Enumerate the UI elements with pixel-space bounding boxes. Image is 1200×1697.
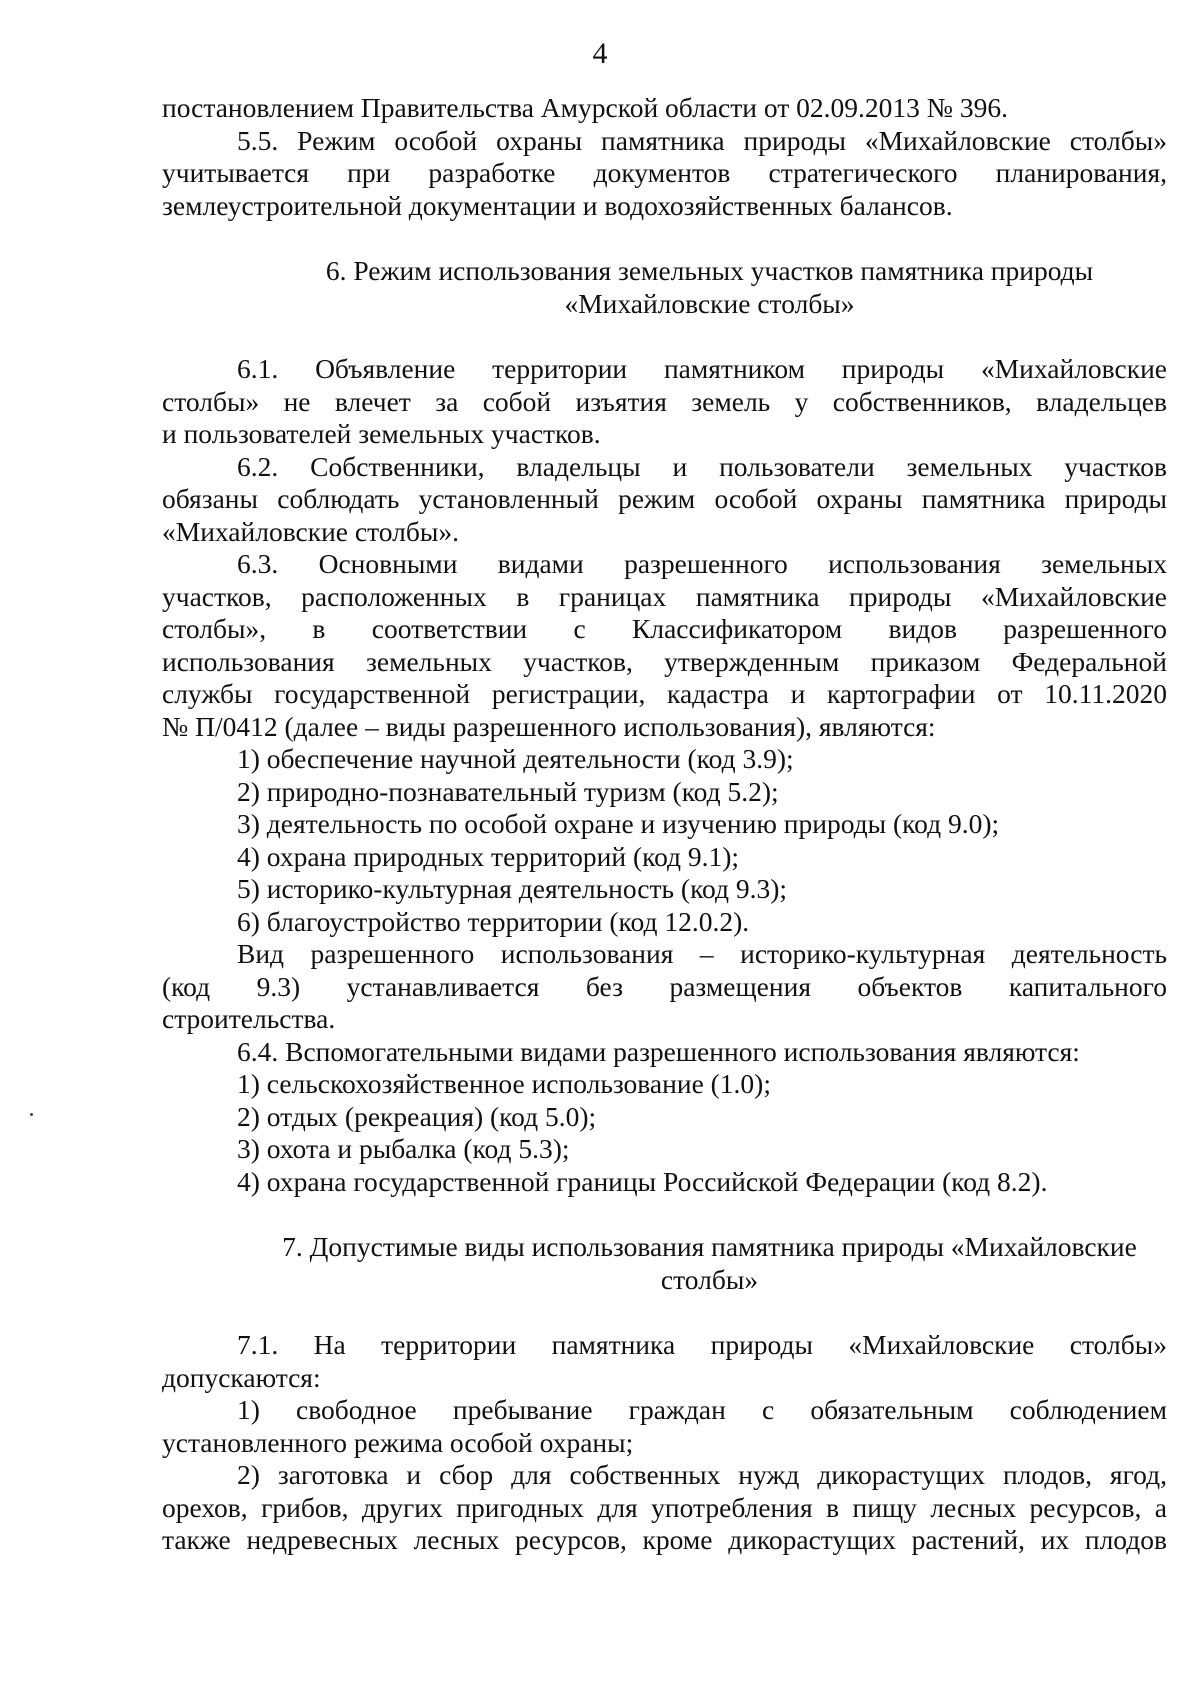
text-line: службы государственной регистрации, кадастра и картографии от 10.11.2020 <box>162 678 1167 709</box>
section-heading-7: 7. Допустимые виды использования памятника природы «Михайловские <box>282 1231 1137 1262</box>
list-item: 3) деятельность по особой охране и изучению природы (код 9.0); <box>237 808 1000 839</box>
text-line: также недревесных лесных ресурсов, кроме дикорастущих растений, их плодов <box>162 1524 1167 1555</box>
text-line: столбы», в соответствии с Классификатором видов разрешенного <box>162 613 1167 644</box>
text-line: 6.3. Основными видами разрешенного использования земельных <box>237 548 1167 579</box>
text-line: участков, расположенных в границах памятника природы «Михайловские <box>162 580 1167 612</box>
page-number: 4 <box>592 37 608 70</box>
text-line: 6.4. Вспомогательными видами разрешенного использования являются: <box>237 1035 1080 1067</box>
list-item: 4) охрана природных территорий (код 9.1); <box>237 840 740 872</box>
text-line: допускаются: <box>162 1361 321 1393</box>
text-line: строительства. <box>162 1003 336 1034</box>
list-item: 5) историко-культурная деятельность (код 9.3); <box>237 873 788 904</box>
document-body <box>162 92 1167 1557</box>
list-item: 1) сельскохозяйственное использование (1.0); <box>237 1068 771 1099</box>
text-line: 7.1. На территории памятника природы «Михайловские столбы» <box>237 1329 1167 1360</box>
list-item: 2) природно-познавательный туризм (код 5.2); <box>237 775 779 807</box>
text-line: 6.1. Объявление территории памятником природы «Михайловские <box>237 353 1167 384</box>
text-line: (код 9.3) устанавливается без размещения объектов капитального <box>162 970 1167 1002</box>
spacer <box>162 222 1167 255</box>
list-item: 4) охрана государственной границы Российской Федерации (код 8.2). <box>237 1165 1048 1197</box>
list-item: 3) охота и рыбалка (код 5.3); <box>237 1133 570 1164</box>
text-line: учитывается при разработке документов стратегического планирования, <box>162 157 1167 188</box>
text-line: «Михайловские столбы». <box>162 515 459 547</box>
text-line: 6.2. Собственники, владельцы и пользователи земельных участков <box>237 450 1167 482</box>
text-line: 2) заготовка и сбор для собственных нужд дикорастущих плодов, ягод, <box>237 1459 1167 1490</box>
section-heading-7-cont: столбы» <box>660 1263 759 1295</box>
spacer <box>162 1296 1167 1329</box>
text-line: обязаны соблюдать установленный режим особой охраны памятника природы <box>162 483 1167 514</box>
list-item: 6) благоустройство территории (код 12.0.2). <box>237 905 750 937</box>
text-line: землеустроительной документации и водохозяйственных балансов. <box>162 189 953 221</box>
list-item: 2) отдых (рекреация) (код 5.0); <box>237 1100 597 1132</box>
list-item: 1) обеспечение научной деятельности (код 3.9); <box>237 743 794 774</box>
text-line: столбы» не влечет за собой изъятия земель у собственников, владельцев <box>162 385 1167 417</box>
text-line: постановлением Правительства Амурской области от 02.09.2013 № 396. <box>162 92 1009 123</box>
text-line: и пользователей земельных участков. <box>162 418 601 449</box>
text-line: установленного режима особой охраны; <box>162 1426 634 1458</box>
text-line: 1) свободное пребывание граждан с обязательным соблюдением <box>237 1394 1167 1425</box>
text-line: использования земельных участков, утвержденным приказом Федеральной <box>162 645 1167 677</box>
text-line: № П/0412 (далее – виды разрешенного использования), являются: <box>162 710 936 742</box>
spacer <box>162 320 1167 353</box>
text-line: Вид разрешенного использования – историко-культурная деятельность <box>237 938 1167 969</box>
section-heading-6-cont: «Михайловские столбы» <box>564 287 855 319</box>
section-heading-6: 6. Режим использования земельных участков памятника природы <box>325 255 1094 286</box>
text-line: 5.5. Режим особой охраны памятника природы «Михайловские столбы» <box>237 124 1167 156</box>
scan-speck <box>30 1113 33 1116</box>
text-line: орехов, грибов, других пригодных для употребления в пищу лесных ресурсов, а <box>162 1491 1167 1523</box>
spacer <box>162 1198 1167 1231</box>
